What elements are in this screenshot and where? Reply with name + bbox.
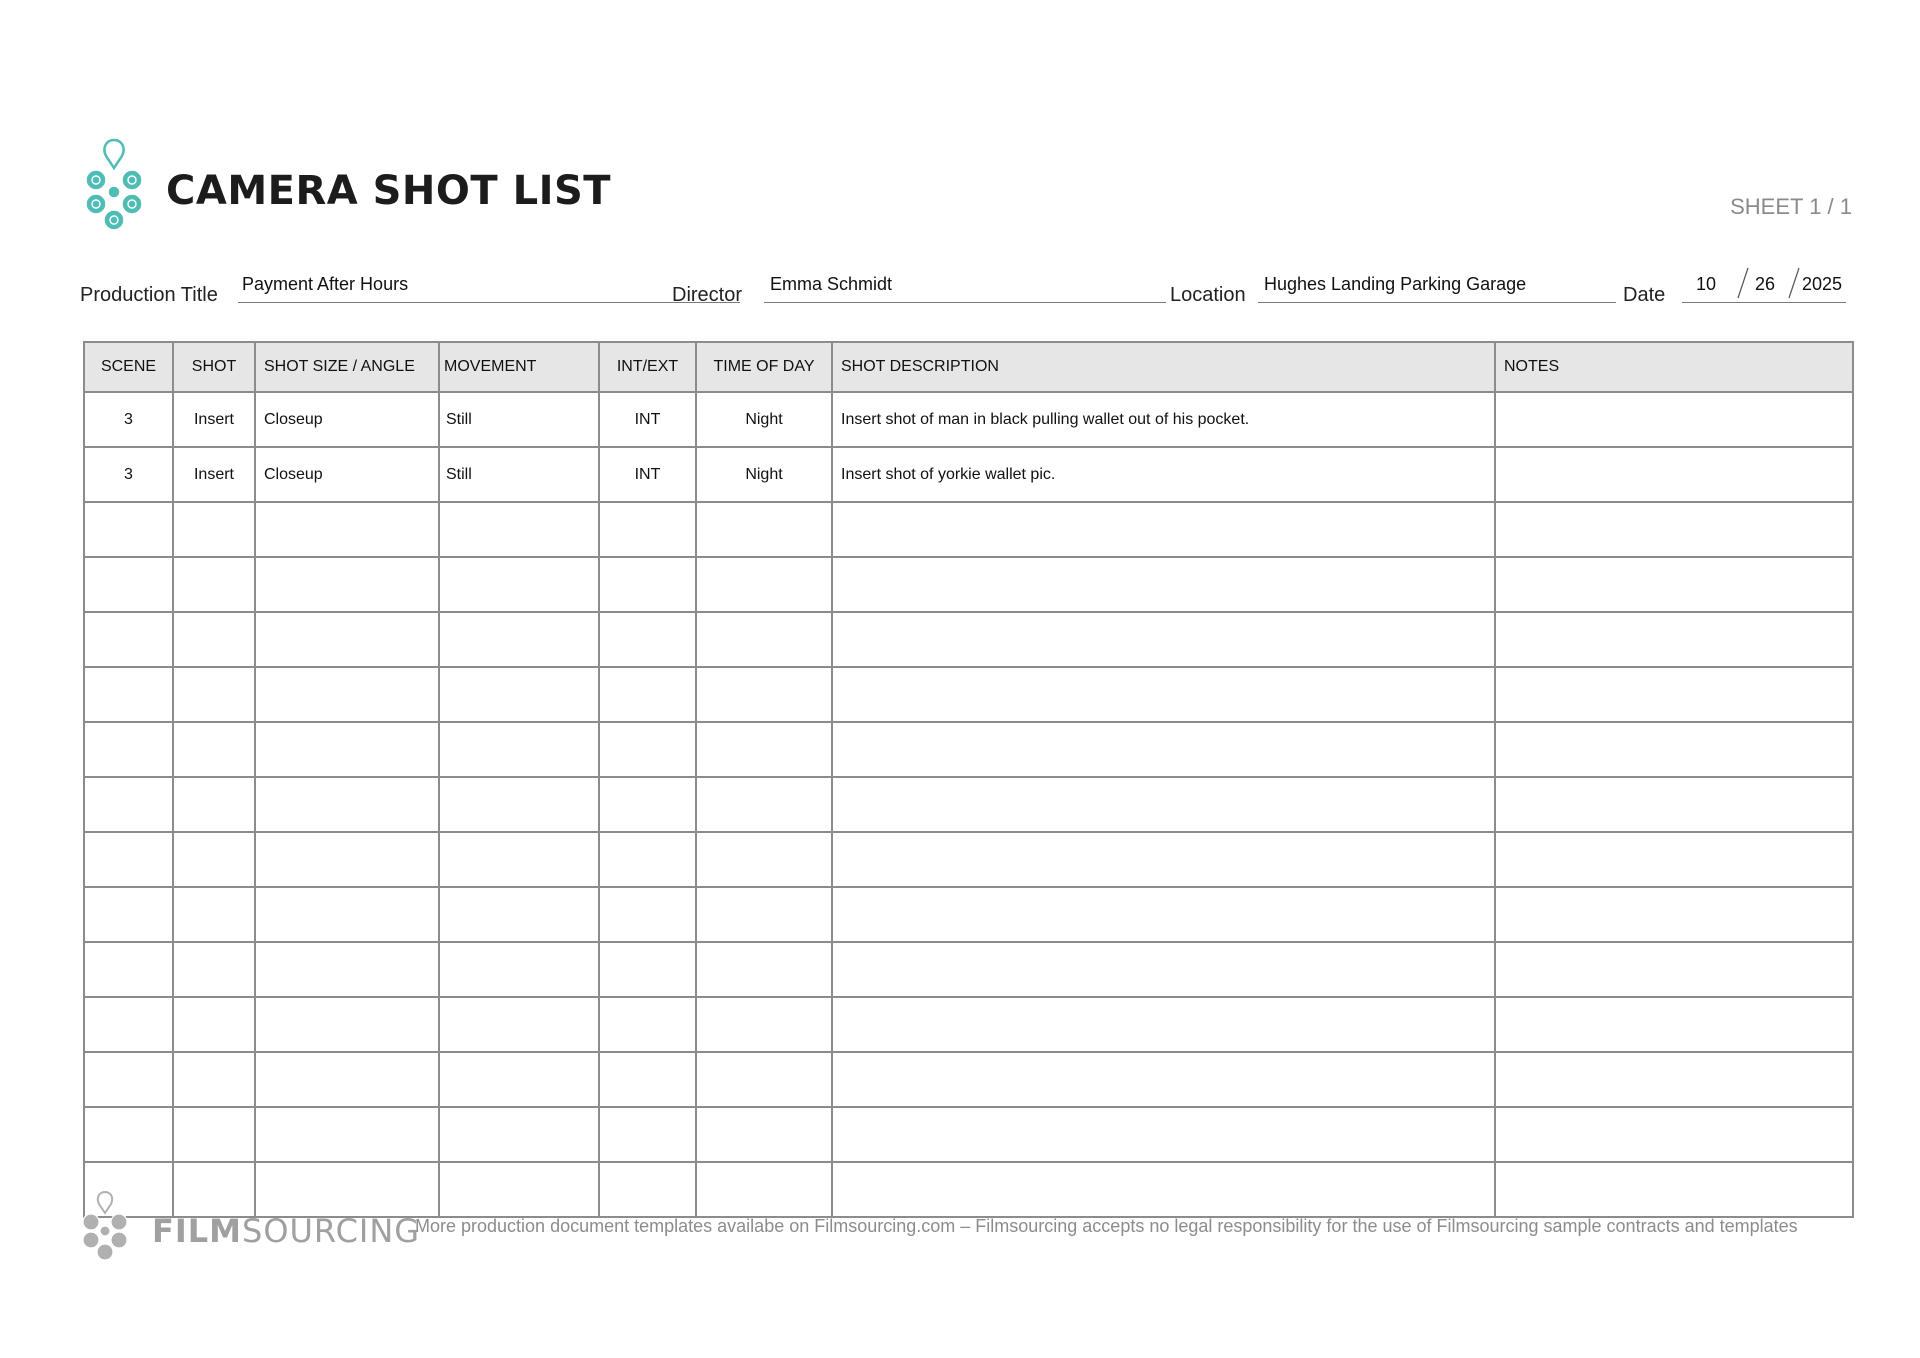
table-row [84,997,1853,1052]
cell-shot-size-angle[interactable] [255,1052,439,1107]
shot-list-table [83,341,1854,1218]
table-row [84,777,1853,832]
cell-scene[interactable] [84,887,173,942]
location-underline [1258,302,1616,303]
cell-shot-description[interactable] [832,1107,1495,1162]
cell-time-of-day[interactable]: Night [696,392,832,447]
cell-shot-description[interactable] [832,502,1495,557]
column-header-shot-size-angle: SHOT SIZE / ANGLE [255,342,439,392]
cell-shot-description[interactable] [832,722,1495,777]
cell-movement[interactable] [439,777,599,832]
table-row [84,1052,1853,1107]
cell-shot[interactable] [173,612,255,667]
table-row [84,722,1853,777]
cell-int-ext[interactable] [599,887,696,942]
cell-int-ext[interactable] [599,1107,696,1162]
cell-scene[interactable] [84,1052,173,1107]
brand-bold: FILM [152,1212,242,1250]
cell-int-ext[interactable] [599,832,696,887]
cell-notes[interactable] [1495,832,1853,887]
date-separator-icon [1787,266,1801,300]
cell-time-of-day[interactable] [696,667,832,722]
cell-notes[interactable] [1495,447,1853,502]
cell-shot-size-angle[interactable] [255,502,439,557]
cell-int-ext[interactable] [599,557,696,612]
cell-shot-description[interactable] [832,557,1495,612]
cell-scene[interactable] [84,612,173,667]
cell-shot[interactable] [173,1107,255,1162]
column-header-notes: NOTES [1495,342,1853,392]
cell-int-ext[interactable] [599,612,696,667]
cell-scene[interactable] [84,1107,173,1162]
cell-shot[interactable]: Insert [173,392,255,447]
cell-time-of-day[interactable] [696,502,832,557]
production-title-label: Production Title [80,284,218,306]
location-field[interactable]: Hughes Landing Parking Garage [1264,274,1527,294]
page-title: CAMERA SHOT LIST [166,168,612,214]
cell-int-ext[interactable] [599,777,696,832]
cell-notes[interactable] [1495,612,1853,667]
cell-shot[interactable] [173,832,255,887]
cell-notes[interactable] [1495,777,1853,832]
cell-notes[interactable] [1495,722,1853,777]
table-row [84,942,1853,997]
cell-int-ext[interactable] [599,722,696,777]
sheet-number: SHEET 1 / 1 [1730,194,1852,219]
date-year-field[interactable]: 2025 [1802,274,1843,294]
cell-shot[interactable] [173,722,255,777]
cell-shot-size-angle[interactable] [255,612,439,667]
cell-notes[interactable] [1495,1107,1853,1162]
cell-movement[interactable]: Still [439,392,599,447]
date-underline [1682,302,1846,303]
cell-shot-size-angle[interactable]: Closeup [255,447,439,502]
cell-int-ext[interactable] [599,997,696,1052]
cell-scene[interactable] [84,502,173,557]
director-field[interactable]: Emma Schmidt [770,274,893,294]
footer-disclaimer: More production document templates availabe on Filmsourcing.com – Filmsourcing accepts no legal responsibility for the use of Filmsourcing sample contracts and templates [415,1216,1798,1236]
brand-light: SOURCING [242,1212,421,1250]
cell-scene[interactable]: 3 [84,392,173,447]
table-row [84,447,1853,502]
cell-int-ext[interactable] [599,1052,696,1107]
cell-shot-description[interactable] [832,612,1495,667]
cell-shot[interactable] [173,667,255,722]
cell-movement[interactable] [439,997,599,1052]
cell-shot-size-angle[interactable] [255,1107,439,1162]
cell-movement[interactable] [439,612,599,667]
table-header-row [84,342,1853,392]
column-header-shot: SHOT [173,342,255,392]
cell-time-of-day[interactable] [696,942,832,997]
cell-movement[interactable] [439,1052,599,1107]
date-separator-icon [1736,266,1750,300]
location-label: Location [1170,284,1246,306]
cell-shot-size-angle[interactable] [255,722,439,777]
cell-scene[interactable] [84,667,173,722]
cell-notes[interactable] [1495,557,1853,612]
filmsourcing-wordmark [152,1212,420,1250]
date-day-field[interactable]: 26 [1755,274,1776,294]
cell-shot[interactable] [173,997,255,1052]
cell-shot[interactable] [173,777,255,832]
production-info [80,268,1850,308]
cell-movement[interactable] [439,942,599,997]
cell-int-ext[interactable] [599,502,696,557]
cell-time-of-day[interactable] [696,832,832,887]
date-label: Date [1623,284,1666,306]
document-header [82,138,1852,238]
cell-movement[interactable] [439,502,599,557]
cell-shot-size-angle[interactable] [255,942,439,997]
table-row [84,557,1853,612]
filmsourcing-footer-logo-icon [80,1190,130,1260]
cell-movement[interactable]: Still [439,447,599,502]
cell-time-of-day[interactable] [696,612,832,667]
table-row [84,502,1853,557]
cell-int-ext[interactable] [599,942,696,997]
cell-time-of-day[interactable] [696,997,832,1052]
cell-time-of-day[interactable] [696,887,832,942]
cell-shot-description[interactable] [832,777,1495,832]
cell-shot-size-angle[interactable] [255,667,439,722]
table-row [84,1107,1853,1162]
table-body [84,392,1853,1217]
cell-time-of-day[interactable] [696,777,832,832]
table-row [84,392,1853,447]
cell-scene[interactable]: 3 [84,447,173,502]
cell-shot[interactable] [173,1052,255,1107]
cell-scene[interactable] [84,777,173,832]
table-row [84,887,1853,942]
cell-shot-description[interactable]: Insert shot of yorkie wallet pic. [832,447,1495,502]
production-title-underline [238,302,740,303]
cell-scene[interactable] [84,942,173,997]
cell-movement[interactable] [439,832,599,887]
director-label: Director [672,284,743,306]
cell-shot-description[interactable] [832,887,1495,942]
cell-shot[interactable]: Insert [173,447,255,502]
cell-notes[interactable] [1495,667,1853,722]
cell-shot[interactable] [173,557,255,612]
cell-movement[interactable] [439,667,599,722]
cell-shot-description[interactable] [832,667,1495,722]
cell-time-of-day[interactable] [696,1107,832,1162]
cell-movement[interactable] [439,887,599,942]
page-footer [80,1190,1860,1260]
cell-scene[interactable] [84,557,173,612]
cell-movement[interactable] [439,1107,599,1162]
cell-notes[interactable] [1495,997,1853,1052]
cell-time-of-day[interactable] [696,557,832,612]
cell-shot-size-angle[interactable] [255,832,439,887]
cell-shot[interactable] [173,887,255,942]
cell-shot-description[interactable] [832,832,1495,887]
column-header-time-of-day: TIME OF DAY [696,342,832,392]
cell-shot-size-angle[interactable]: Closeup [255,392,439,447]
cell-shot-size-angle[interactable] [255,557,439,612]
cell-scene[interactable] [84,722,173,777]
cell-scene[interactable] [84,997,173,1052]
cell-int-ext[interactable]: INT [599,392,696,447]
column-header-movement: MOVEMENT [439,342,599,392]
cell-movement[interactable] [439,722,599,777]
column-header-int-ext: INT/EXT [599,342,696,392]
director-underline [764,302,1166,303]
table-row [84,612,1853,667]
cell-shot-size-angle[interactable] [255,997,439,1052]
cell-notes[interactable] [1495,1052,1853,1107]
column-header-scene: SCENE [84,342,173,392]
cell-int-ext[interactable]: INT [599,447,696,502]
filmsourcing-logo-icon [82,138,146,230]
cell-notes[interactable] [1495,502,1853,557]
cell-notes[interactable] [1495,392,1853,447]
cell-movement[interactable] [439,557,599,612]
cell-shot-size-angle[interactable] [255,887,439,942]
cell-scene[interactable] [84,832,173,887]
cell-time-of-day[interactable] [696,1052,832,1107]
production-title-field[interactable]: Payment After Hours [242,274,409,294]
cell-notes[interactable] [1495,942,1853,997]
cell-shot-size-angle[interactable] [255,777,439,832]
cell-notes[interactable] [1495,887,1853,942]
cell-shot[interactable] [173,942,255,997]
cell-shot-description[interactable] [832,997,1495,1052]
cell-shot-description[interactable] [832,942,1495,997]
column-header-shot-description: SHOT DESCRIPTION [832,342,1495,392]
date-month-field[interactable]: 10 [1696,274,1717,294]
cell-shot[interactable] [173,502,255,557]
cell-shot-description[interactable] [832,1052,1495,1107]
table-row [84,667,1853,722]
cell-time-of-day[interactable]: Night [696,447,832,502]
cell-shot-description[interactable]: Insert shot of man in black pulling wallet out of his pocket. [832,392,1495,447]
cell-time-of-day[interactable] [696,722,832,777]
table-row [84,832,1853,887]
cell-int-ext[interactable] [599,667,696,722]
